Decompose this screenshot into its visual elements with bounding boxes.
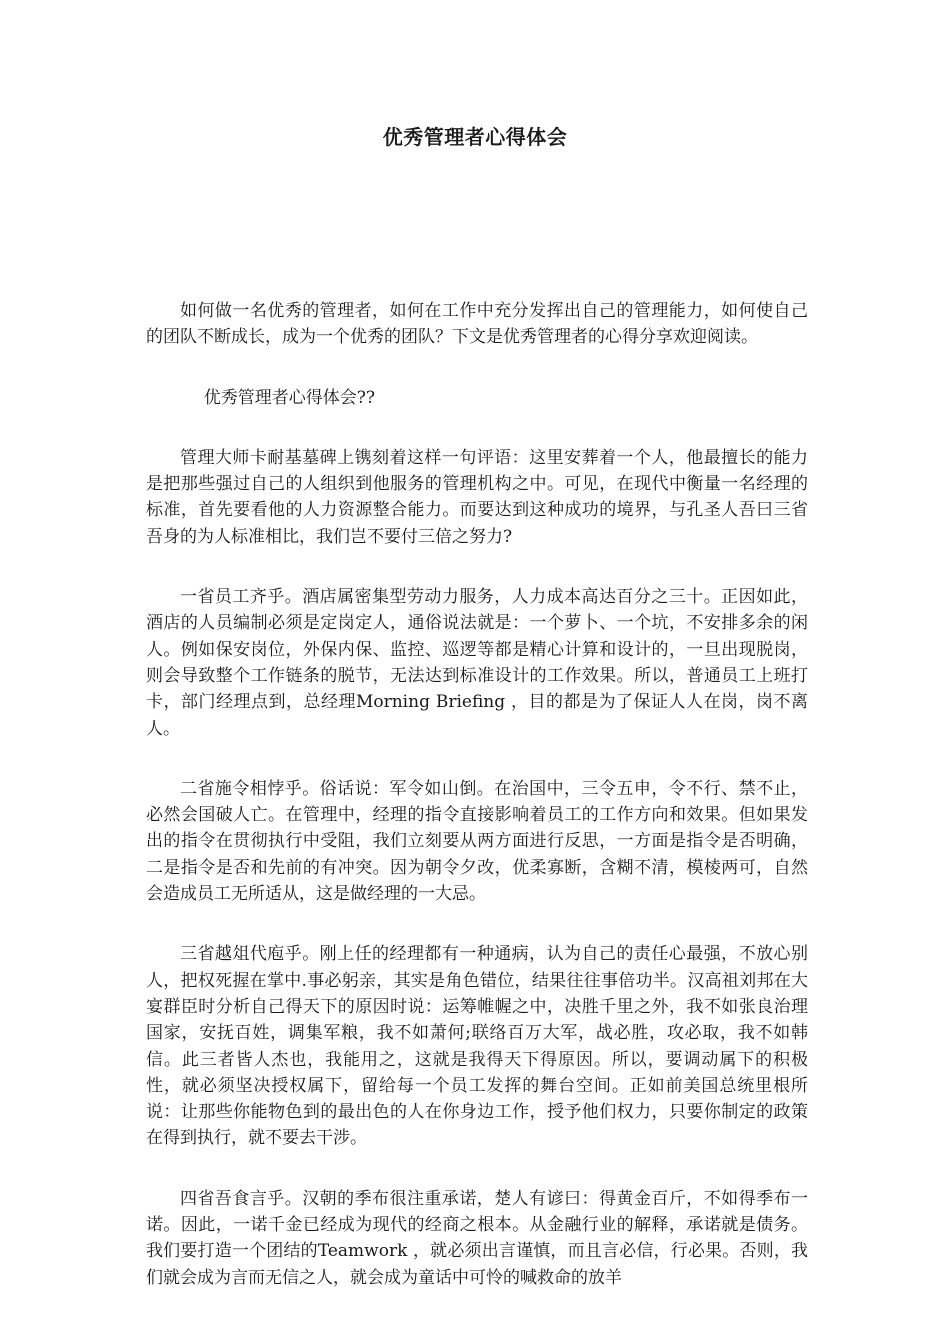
paragraph-intro: 如何做一名优秀的管理者，如何在工作中充分发挥出自己的管理能力，如何使自己的团队不断成长，成为一个优秀的团队？下文是优秀管理者的心得分享欢迎阅读。	[146, 301, 808, 348]
paragraph-third-reflection: 三省越俎代庖乎。刚上任的经理都有一种通病，认为自己的责任心最强，不放心别人，把权死握在掌中.事必躬亲，其实是角色错位，结果往往事倍功半。汉高祖刘邦在大宴群臣时分析自己得天下的原因时说：运筹帷幄之中，决胜千里之外，我不如张良治理国家，安抚百姓，调集军粮，我不如萧何;联络百万大军，战必胜，攻必取，我不如韩信。此三者皆人杰也，我能用之，这就是我得天下得原因。所以，要调动属下的积极性，就必须坚决授权属下，留给每一个员工发挥的舞台空间。正如前美国总统里根所说：让那些你能物色到的最出色的人在你身边工作，授予他们权力，只要你制定的政策在得到执行，就不要去干涉。	[146, 944, 808, 1149]
paragraph-first-reflection: 一省员工齐乎。酒店属密集型劳动力服务，人力成本高达百分之三十。正因如此，酒店的人员编制必须是定岗定人，通俗说法就是：一个萝卜、一个坑，不安排多余的闲人。例如保安岗位，外保内保、监控、巡逻等都是精心计算和设计的，一旦出现脱岗，则会导致整个工作链条的脱节，无法达到标准设计的工作效果。所以，普通员工上班打卡，部门经理点到，总经理Morning Briefing ，目的都是为了保证人人在岗，岗不离人。	[146, 587, 808, 739]
paragraph-fourth-reflection: 四省吾食言乎。汉朝的季布很注重承诺，楚人有谚曰：得黄金百斤，不如得季布一诺。因此，一诺千金已经成为现代的经商之根本。从金融行业的解释，承诺就是债务。我们要打造一个团结的Teamwork ，就必须出言谨慎，而且言必信，行必果。否则，我们就会成为言而无信之人，就会成为童话中可怜的喊救命的放羊	[146, 1188, 808, 1288]
document-body	[146, 298, 808, 1325]
paragraph-second-reflection: 二省施令相悖乎。俗话说：军令如山倒。在治国中，三令五申，令不行、禁不止，必然会国破人亡。在管理中，经理的指令直接影响着员工的工作方向和效果。但如果发出的指令在贯彻执行中受阻，我们立刻要从两方面进行反思，一方面是指令是否明确，二是指令是否和先前的有冲突。因为朝令夕改，优柔寡断，含糊不清，模棱两可，自然会造成员工无所适从，这是做经理的一大忌。	[146, 778, 808, 905]
paragraph-carnegie: 管理大师卡耐基墓碑上镌刻着这样一句评语：这里安葬着一个人，他最擅长的能力是把那些强过自己的人组织到他服务的管理机构之中。可见，在现代中衡量一名经理的标准，首先要看他的人力资源整合能力。而要达到这种成功的境界，与孔圣人吾曰三省吾身的为人标准相比，我们岂不要付三倍之努力?	[146, 447, 808, 547]
document-title: 优秀管理者心得体会	[382, 125, 568, 149]
paragraph-subtitle: 优秀管理者心得体会??	[203, 387, 376, 408]
